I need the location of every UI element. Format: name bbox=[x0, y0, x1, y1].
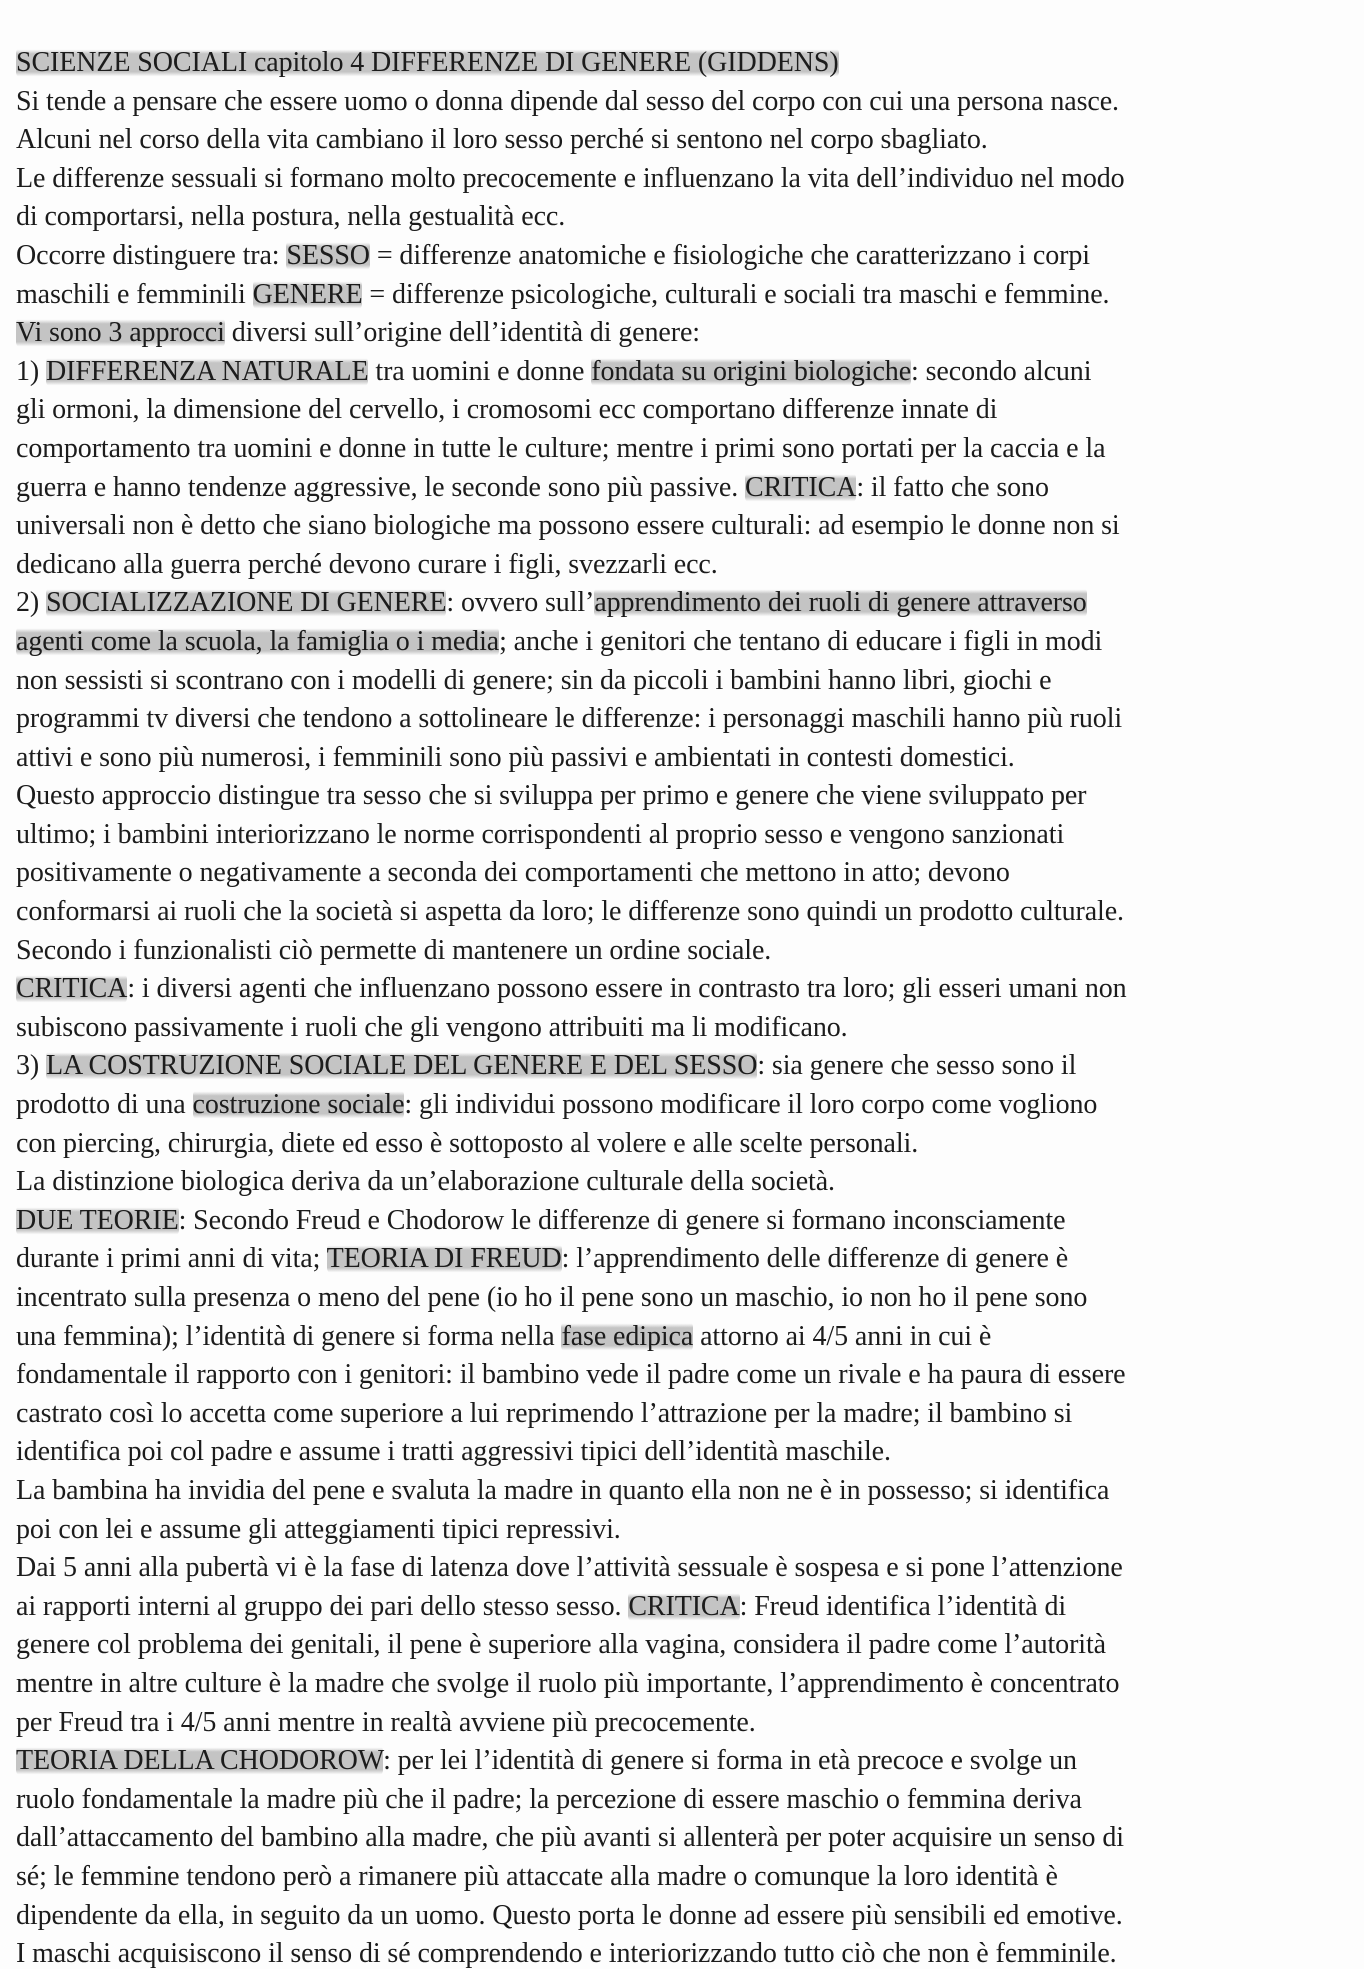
text-line bbox=[16, 1665, 1352, 1704]
text-segment: identifica poi col padre e assume i tratti aggressivi tipici dell’identità maschile. bbox=[16, 1436, 891, 1468]
highlighted-text: TEORIA DI FREUD bbox=[326, 1243, 562, 1275]
text-line bbox=[16, 1935, 1352, 1974]
text-segment: : Freud identifica l’identità di bbox=[739, 1590, 1067, 1622]
text-segment: genere col problema dei genitali, il pene è superiore alla vagina, considera il padre come l’autorità bbox=[16, 1629, 1106, 1661]
text-segment: : l’apprendimento delle differenze di genere è bbox=[561, 1243, 1069, 1275]
text-line bbox=[16, 1009, 1352, 1048]
text-line bbox=[16, 1858, 1352, 1897]
text-segment: : secondo alcuni bbox=[911, 355, 1092, 387]
text-line bbox=[16, 121, 1352, 160]
text-line bbox=[16, 1626, 1352, 1665]
text-line bbox=[16, 1511, 1352, 1550]
text-segment: La bambina ha invidia del pene e svaluta la madre in quanto ella non ne è in possesso; si identifica bbox=[16, 1474, 1110, 1506]
text-segment: universali non è detto che siano biologiche ma possono essere culturali: ad esempio le donne non si bbox=[16, 510, 1120, 542]
text-segment: ai rapporti interni al gruppo dei pari dello stesso sesso. bbox=[16, 1590, 629, 1622]
highlighted-text: LA COSTRUZIONE SOCIALE DEL GENERE E DEL SESSO bbox=[46, 1050, 758, 1082]
highlighted-text: fondata su origini biologiche bbox=[591, 355, 912, 387]
highlighted-text: DIFFERENZA NATURALE bbox=[46, 355, 369, 387]
text-segment: La distinzione biologica deriva da un’elaborazione culturale della società. bbox=[16, 1166, 835, 1198]
highlighted-text: CRITICA bbox=[628, 1590, 740, 1622]
text-line bbox=[16, 237, 1352, 276]
document-title-line bbox=[16, 44, 1352, 83]
text-segment: : per lei l’identità di genere si forma in età precoce e svolge un bbox=[383, 1745, 1077, 1777]
text-line bbox=[16, 854, 1352, 893]
document-body bbox=[16, 44, 1352, 1974]
text-segment: 1) bbox=[16, 355, 47, 387]
highlighted-text: SCIENZE SOCIALI capitolo 4 DIFFERENZE DI GENERE (GIDDENS) bbox=[16, 47, 839, 78]
text-line bbox=[16, 662, 1352, 701]
text-line bbox=[16, 1163, 1352, 1202]
highlighted-text: costruzione sociale bbox=[192, 1089, 405, 1121]
text-line bbox=[16, 391, 1352, 430]
text-segment: guerra e hanno tendenze aggressive, le seconde sono più passive. bbox=[16, 471, 746, 503]
text-line bbox=[16, 970, 1352, 1009]
text-line bbox=[16, 816, 1352, 855]
text-line bbox=[16, 1356, 1352, 1395]
text-segment: di comportarsi, nella postura, nella gestualità ecc. bbox=[16, 201, 566, 233]
text-line bbox=[16, 430, 1352, 469]
highlighted-text: CRITICA bbox=[16, 973, 128, 1005]
highlighted-text: SOCIALIZZAZIONE DI GENERE bbox=[46, 587, 447, 619]
text-segment: per Freud tra i 4/5 anni mentre in realtà avviene più precocemente. bbox=[16, 1706, 756, 1738]
text-line bbox=[16, 198, 1352, 237]
text-line bbox=[16, 1781, 1352, 1820]
highlighted-text: fase edipica bbox=[561, 1320, 694, 1352]
text-segment: Questo approccio distingue tra sesso che si sviluppa per primo e genere che viene sviluppato per bbox=[16, 780, 1087, 812]
text-line bbox=[16, 1433, 1352, 1472]
text-segment: dipendente da ella, in seguito da un uomo. Questo porta le donne ad essere più sensibili ed emotive. bbox=[16, 1899, 1123, 1931]
text-segment: dedicano alla guerra perché devono curare i figli, svezzarli ecc. bbox=[16, 548, 718, 580]
text-segment: ; anche i genitori che tentano di educare i figli in modi bbox=[499, 625, 1103, 657]
text-line bbox=[16, 1742, 1352, 1781]
text-line bbox=[16, 1819, 1352, 1858]
text-line bbox=[16, 739, 1352, 778]
text-line bbox=[16, 1588, 1352, 1627]
text-line bbox=[16, 546, 1352, 585]
text-segment: non sessisti si scontrano con i modelli di genere; sin da piccoli i bambini hanno libri, giochi e bbox=[16, 664, 1052, 696]
text-segment: poi con lei e assume gli atteggiamenti tipici repressivi. bbox=[16, 1513, 621, 1545]
text-segment: 3) bbox=[16, 1050, 47, 1082]
highlighted-text: agenti come la scuola, la famiglia o i media bbox=[16, 625, 500, 657]
text-segment: prodotto di una bbox=[16, 1089, 193, 1121]
highlighted-text: TEORIA DELLA CHODOROW bbox=[16, 1745, 384, 1777]
text-segment: fondamentale il rapporto con i genitori: il bambino vede il padre come un rivale e ha paura di essere bbox=[16, 1359, 1126, 1391]
text-line bbox=[16, 1240, 1352, 1279]
text-segment: una femmina); l’identità di genere si forma nella bbox=[16, 1320, 562, 1352]
text-segment: positivamente o negativamente a seconda dei comportamenti che mettono in atto; devono bbox=[16, 857, 1010, 889]
text-segment: = differenze psicologiche, culturali e sociali tra maschi e femmine. bbox=[362, 278, 1110, 310]
text-line bbox=[16, 1704, 1352, 1743]
text-segment: attorno ai 4/5 anni in cui è bbox=[693, 1320, 992, 1352]
text-segment: programmi tv diversi che tendono a sottolineare le differenze: i personaggi maschili hanno più ruoli bbox=[16, 703, 1123, 735]
highlighted-text: apprendimento dei ruoli di genere attraverso bbox=[594, 587, 1087, 619]
text-segment: diversi sull’origine dell’identità di genere: bbox=[224, 317, 700, 349]
text-segment: Le differenze sessuali si formano molto precocemente e influenzano la vita dell’individuo nel modo bbox=[16, 162, 1125, 194]
text-line bbox=[16, 584, 1352, 623]
text-line bbox=[16, 1125, 1352, 1164]
text-segment: attivi e sono più numerosi, i femminili sono più passivi e ambientati in contesti domestici. bbox=[16, 741, 1015, 773]
highlighted-text: SESSO bbox=[286, 239, 370, 271]
text-segment: gli ormoni, la dimensione del cervello, i cromosomi ecc comportano differenze innate di bbox=[16, 394, 998, 426]
text-line bbox=[16, 1318, 1352, 1357]
text-segment: incentrato sulla presenza o meno del pene (io ho il pene sono un maschio, io non ho il pene sono bbox=[16, 1282, 1088, 1313]
text-segment: Secondo i funzionalisti ciò permette di mantenere un ordine sociale. bbox=[16, 934, 772, 966]
text-segment: : il fatto che sono bbox=[856, 471, 1049, 503]
text-segment: Occorre distinguere tra: bbox=[16, 239, 287, 271]
text-line bbox=[16, 1086, 1352, 1125]
text-line bbox=[16, 469, 1352, 508]
text-line bbox=[16, 1395, 1352, 1434]
text-line bbox=[16, 932, 1352, 971]
text-line bbox=[16, 893, 1352, 932]
text-segment: dall’attaccamento del bambino alla madre, che più avanti si allenterà per poter acquisire un senso di bbox=[16, 1822, 1124, 1854]
text-segment: subiscono passivamente i ruoli che gli vengono attribuiti ma li modificano. bbox=[16, 1011, 848, 1043]
text-line bbox=[16, 160, 1352, 199]
text-segment: : gli individui possono modificare il loro corpo come vogliono bbox=[404, 1089, 1098, 1121]
text-segment: : ovvero sull’ bbox=[446, 587, 595, 619]
text-segment: I maschi acquisiscono il senso di sé comprendendo e interiorizzando tutto ciò che non è femminile. bbox=[16, 1938, 1117, 1970]
highlighted-text: CRITICA bbox=[745, 471, 857, 503]
text-segment: Alcuni nel corso della vita cambiano il loro sesso perché si sentono nel corpo sbagliato. bbox=[16, 124, 988, 156]
text-segment: tra uomini e donne bbox=[368, 355, 592, 387]
text-segment: : Secondo Freud e Chodorow le differenze di genere si formano inconsciamente bbox=[178, 1204, 1066, 1236]
text-line bbox=[16, 1472, 1352, 1511]
text-line bbox=[16, 314, 1352, 353]
text-segment: Si tende a pensare che essere uomo o donna dipende dal sesso del corpo con cui una persona nasce. bbox=[16, 85, 1119, 117]
text-line bbox=[16, 1047, 1352, 1086]
text-line bbox=[16, 777, 1352, 816]
text-line bbox=[16, 1897, 1352, 1936]
text-segment: mentre in altre culture è la madre che svolge il ruolo più importante, l’apprendimento è concentrato bbox=[16, 1667, 1120, 1699]
text-segment: sé; le femmine tendono però a rimanere più attaccate alla madre o comunque la loro identità è bbox=[16, 1860, 1058, 1892]
text-segment: : i diversi agenti che influenzano possono essere in contrasto tra loro; gli esseri umani non bbox=[127, 973, 1127, 1005]
text-segment: con piercing, chirurgia, diete ed esso è sottoposto al volere e alle scelte personali. bbox=[16, 1127, 919, 1159]
text-line bbox=[16, 1202, 1352, 1241]
highlighted-text: GENERE bbox=[252, 278, 363, 310]
text-line bbox=[16, 353, 1352, 392]
text-line bbox=[16, 700, 1352, 739]
text-line bbox=[16, 507, 1352, 546]
text-line bbox=[16, 276, 1352, 315]
text-segment: durante i primi anni di vita; bbox=[16, 1243, 327, 1275]
text-segment: conformarsi ai ruoli che la società si aspetta da loro; le differenze sono quindi un prodotto culturale. bbox=[16, 896, 1124, 928]
text-segment: Dai 5 anni alla pubertà vi è la fase di latenza dove l’attività sessuale è sospesa e si pone l’attenzione bbox=[16, 1552, 1123, 1584]
text-segment: maschili e femminili bbox=[16, 278, 253, 310]
text-line bbox=[16, 83, 1352, 122]
text-segment: : sia genere che sesso sono il bbox=[757, 1050, 1077, 1082]
text-segment: 2) bbox=[16, 587, 47, 619]
text-segment: ruolo fondamentale la madre più che il padre; la percezione di essere maschio o femmina deriva bbox=[16, 1783, 1082, 1815]
text-segment: ultimo; i bambini interiorizzano le norme corrispondenti al proprio sesso e vengono sanzionati bbox=[16, 818, 1065, 850]
text-segment: comportamento tra uomini e donne in tutte le culture; mentre i primi sono portati per la caccia e la bbox=[16, 432, 1106, 464]
text-line bbox=[16, 623, 1352, 662]
highlighted-text: DUE TEORIE bbox=[16, 1204, 179, 1236]
text-line bbox=[16, 1549, 1352, 1588]
text-segment: = differenze anatomiche e fisiologiche che caratterizzano i corpi bbox=[369, 239, 1090, 271]
text-line bbox=[16, 1279, 1352, 1318]
highlighted-text: Vi sono 3 approcci bbox=[16, 317, 225, 349]
text-segment: castrato così lo accetta come superiore a lui reprimendo l’attrazione per la madre; il bambino si bbox=[16, 1397, 1073, 1429]
